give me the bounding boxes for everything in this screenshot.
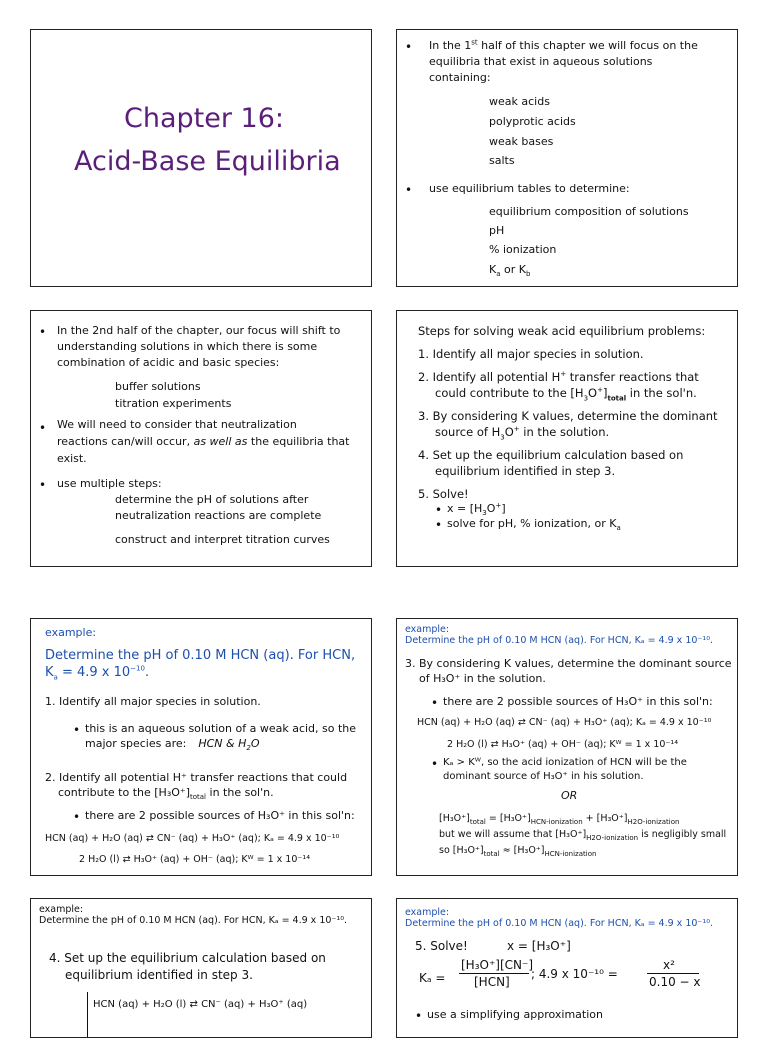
bullet: • (405, 40, 413, 54)
s8-den2: 0.10 − x (649, 975, 701, 989)
slide-example-2 (396, 618, 738, 876)
bullet: • (39, 421, 47, 435)
s2-line1: In the 1st half of this chapter we will focus on the (429, 38, 698, 52)
s2-line3: containing: (429, 71, 491, 84)
bullet: • (431, 757, 439, 771)
s8-num: [H₃O⁺][CN⁻] (461, 958, 534, 972)
step-3: 3. By considering K values, determine the dominant (418, 409, 718, 423)
list-item: salts (489, 154, 515, 167)
slide-focus (396, 29, 738, 287)
s2-bullet2: use equilibrium tables to determine: (429, 182, 630, 195)
steps-intro: Steps for solving weak acid equilibrium problems: (418, 324, 706, 338)
list-item: neutralization reactions are complete (115, 509, 322, 522)
chapter-title: Chapter 16: (124, 103, 284, 134)
s8-b1: use a simplifying approximation (427, 1008, 603, 1021)
s7-step4-line2: equilibrium identified in step 3. (65, 968, 253, 982)
slide-second-half (30, 310, 372, 567)
list-item: % ionization (489, 243, 557, 256)
list-item: titration experiments (115, 397, 232, 410)
fraction-bar-2 (647, 973, 699, 974)
slide-example-4 (396, 898, 738, 1038)
fraction-bar (459, 973, 529, 974)
step-5-sub2: solve for pH, % ionization, or $K_a$ (447, 517, 621, 533)
chapter-subtitle: Acid-Base Equilibria (74, 146, 341, 177)
s3-line: understanding solutions in which there is some (57, 340, 318, 353)
s8-ka: Kₐ = (419, 971, 446, 985)
step-5: 5. Solve! (418, 487, 469, 501)
ice-table-divider (87, 992, 88, 1038)
slide-example-1 (30, 618, 372, 876)
s6-eq1: HCN (aq) + H₂O (aq) ⇄ CN⁻ (aq) + H₃O⁺ (aq); Kₐ = 4.9 x 10⁻¹⁰ (417, 717, 712, 728)
step-3-line2: source of $H_3O^+$ in the solution. (435, 425, 610, 442)
list-item: determine the pH of solutions after (115, 493, 309, 506)
s5-step1: 1. Identify all major species in solution. (45, 695, 261, 708)
example-label: example: (39, 904, 84, 915)
bullet: • (405, 183, 413, 197)
step-4: 4. Set up the equilibrium calculation based on (418, 448, 684, 462)
slide-title (30, 29, 372, 287)
s3-line: combination of acidic and basic species: (57, 356, 280, 369)
example-question: Determine the pH of 0.10 M HCN (aq). For HCN, Kₐ = 4.9 x 10⁻¹⁰. (405, 635, 714, 646)
list-item: weak acids (489, 95, 550, 108)
list-item: buffer solutions (115, 380, 201, 393)
s6-l2: but we will assume that $[H_3O^+]_{H2O-ionization}$ is negligibly small (439, 829, 727, 842)
list-item: polyprotic acids (489, 115, 576, 128)
slide-steps (396, 310, 738, 567)
bullet: • (39, 325, 47, 339)
s2-line2: equilibria that exist in aqueous solutions (429, 55, 653, 68)
s5-b2: there are 2 possible sources of H₃O⁺ in this sol'n: (85, 809, 355, 822)
slide-example-3 (30, 898, 372, 1038)
s8-x: x = [H₃O⁺] (507, 939, 571, 953)
bullet: • (39, 478, 47, 492)
bullet: • (435, 503, 443, 517)
s5-eq2: 2 H₂O (l) ⇄ H₃O⁺ (aq) + OH⁻ (aq); Kᵂ = 1 x 10⁻¹⁴ (79, 854, 311, 865)
list-item: construct and interpret titration curves (115, 533, 330, 546)
list-item: pH (489, 224, 505, 237)
step-5-sub1: $x = [H_3O^+]$ (447, 501, 506, 518)
s6-b2l2: dominant source of H₃O⁺ in his solution. (443, 771, 644, 782)
example-question: Determine the pH of 0.10 M HCN (aq). For HCN, (45, 648, 356, 663)
bullet: • (73, 723, 81, 737)
s3-line: We will need to consider that neutralization (57, 418, 297, 431)
example-question: Determine the pH of 0.10 M HCN (aq). For HCN, Kₐ = 4.9 x 10⁻¹⁰. (39, 915, 348, 926)
s6-step3-line2: of H₃O⁺ in the solution. (419, 672, 546, 685)
s3-line: use multiple steps: (57, 477, 162, 490)
s5-b1l2: major species are: HCN & $H_2O$ (85, 737, 260, 753)
ice-table-header: HCN (aq) + H₂O (l) ⇄ CN⁻ (aq) + H₃O⁺ (aq) (93, 999, 308, 1010)
bullet: • (415, 1009, 423, 1023)
s5-step2-line2: contribute to the $[H_3O^+]_{total}$ in the sol'n. (58, 786, 274, 802)
s5-step2: 2. Identify all potential H⁺ transfer reactions that could (45, 771, 348, 784)
example-label: example: (45, 626, 97, 639)
example-question-ka: $K_a = 4.9$ x $10^{-10}$. (45, 664, 150, 682)
s3-line: reactions can/will occur, as well as the equilibria that (57, 435, 350, 448)
list-item: weak bases (489, 135, 554, 148)
s6-eq2: 2 H₂O (l) ⇄ H₃O⁺ (aq) + OH⁻ (aq); Kᵂ = 1 x 10⁻¹⁴ (447, 739, 679, 750)
s7-step4: 4. Set up the equilibrium calculation based on (49, 951, 326, 965)
s8-den: [HCN] (474, 975, 510, 989)
example-question: Determine the pH of 0.10 M HCN (aq). For HCN, Kₐ = 4.9 x 10⁻¹⁰. (405, 918, 714, 929)
s6-b1: there are 2 possible sources of H₃O⁺ in this sol'n: (443, 695, 713, 708)
step-1: 1. Identify all major species in solution. (418, 347, 644, 361)
s6-l3: so $[H_3O^+]_{total} \approx [H_3O^+]_{HCN-ionization}$ (439, 845, 597, 858)
s5-b1l1: this is an aqueous solution of a weak acid, so the (85, 722, 357, 735)
s3-line: In the 2nd half of the chapter, our focus will shift to (57, 324, 341, 337)
s6-step3: 3. By considering K values, determine the dominant source (405, 657, 732, 670)
bullet: • (73, 810, 81, 824)
s3-line: exist. (57, 452, 87, 465)
bullet: • (435, 518, 443, 532)
s6-or: OR (561, 789, 578, 802)
s6-l1: $[H_3O^+]_{total} = [H_3O^+]_{HCN-ionization} + [H_3O^+]_{H2O-ionization}$ (439, 813, 680, 826)
s6-b2l1: Kₐ > Kᵂ, so the acid ionization of HCN will be the (443, 757, 687, 768)
s8-semi: ; 4.9 x 10⁻¹⁰ = (531, 967, 618, 981)
s8-step5: 5. Solve! (415, 939, 468, 953)
example-label: example: (405, 624, 450, 635)
list-item-ka-kb: $K_a$ or $K_b$ (489, 263, 531, 279)
s8-num2: x² (663, 958, 675, 972)
step-4-line2: equilibrium identified in step 3. (435, 464, 616, 478)
s5-eq1: HCN (aq) + H₂O (aq) ⇄ CN⁻ (aq) + H₃O⁺ (aq); Kₐ = 4.9 x 10⁻¹⁰ (45, 833, 340, 844)
step-2-line2: could contribute to the $[H_3O^+]_{total}$ in the sol'n. (435, 386, 697, 403)
list-item: equilibrium composition of solutions (489, 205, 689, 218)
bullet: • (431, 696, 439, 710)
step-2: 2. Identify all potential H+ transfer reactions that (418, 370, 699, 384)
example-label: example: (405, 907, 450, 918)
